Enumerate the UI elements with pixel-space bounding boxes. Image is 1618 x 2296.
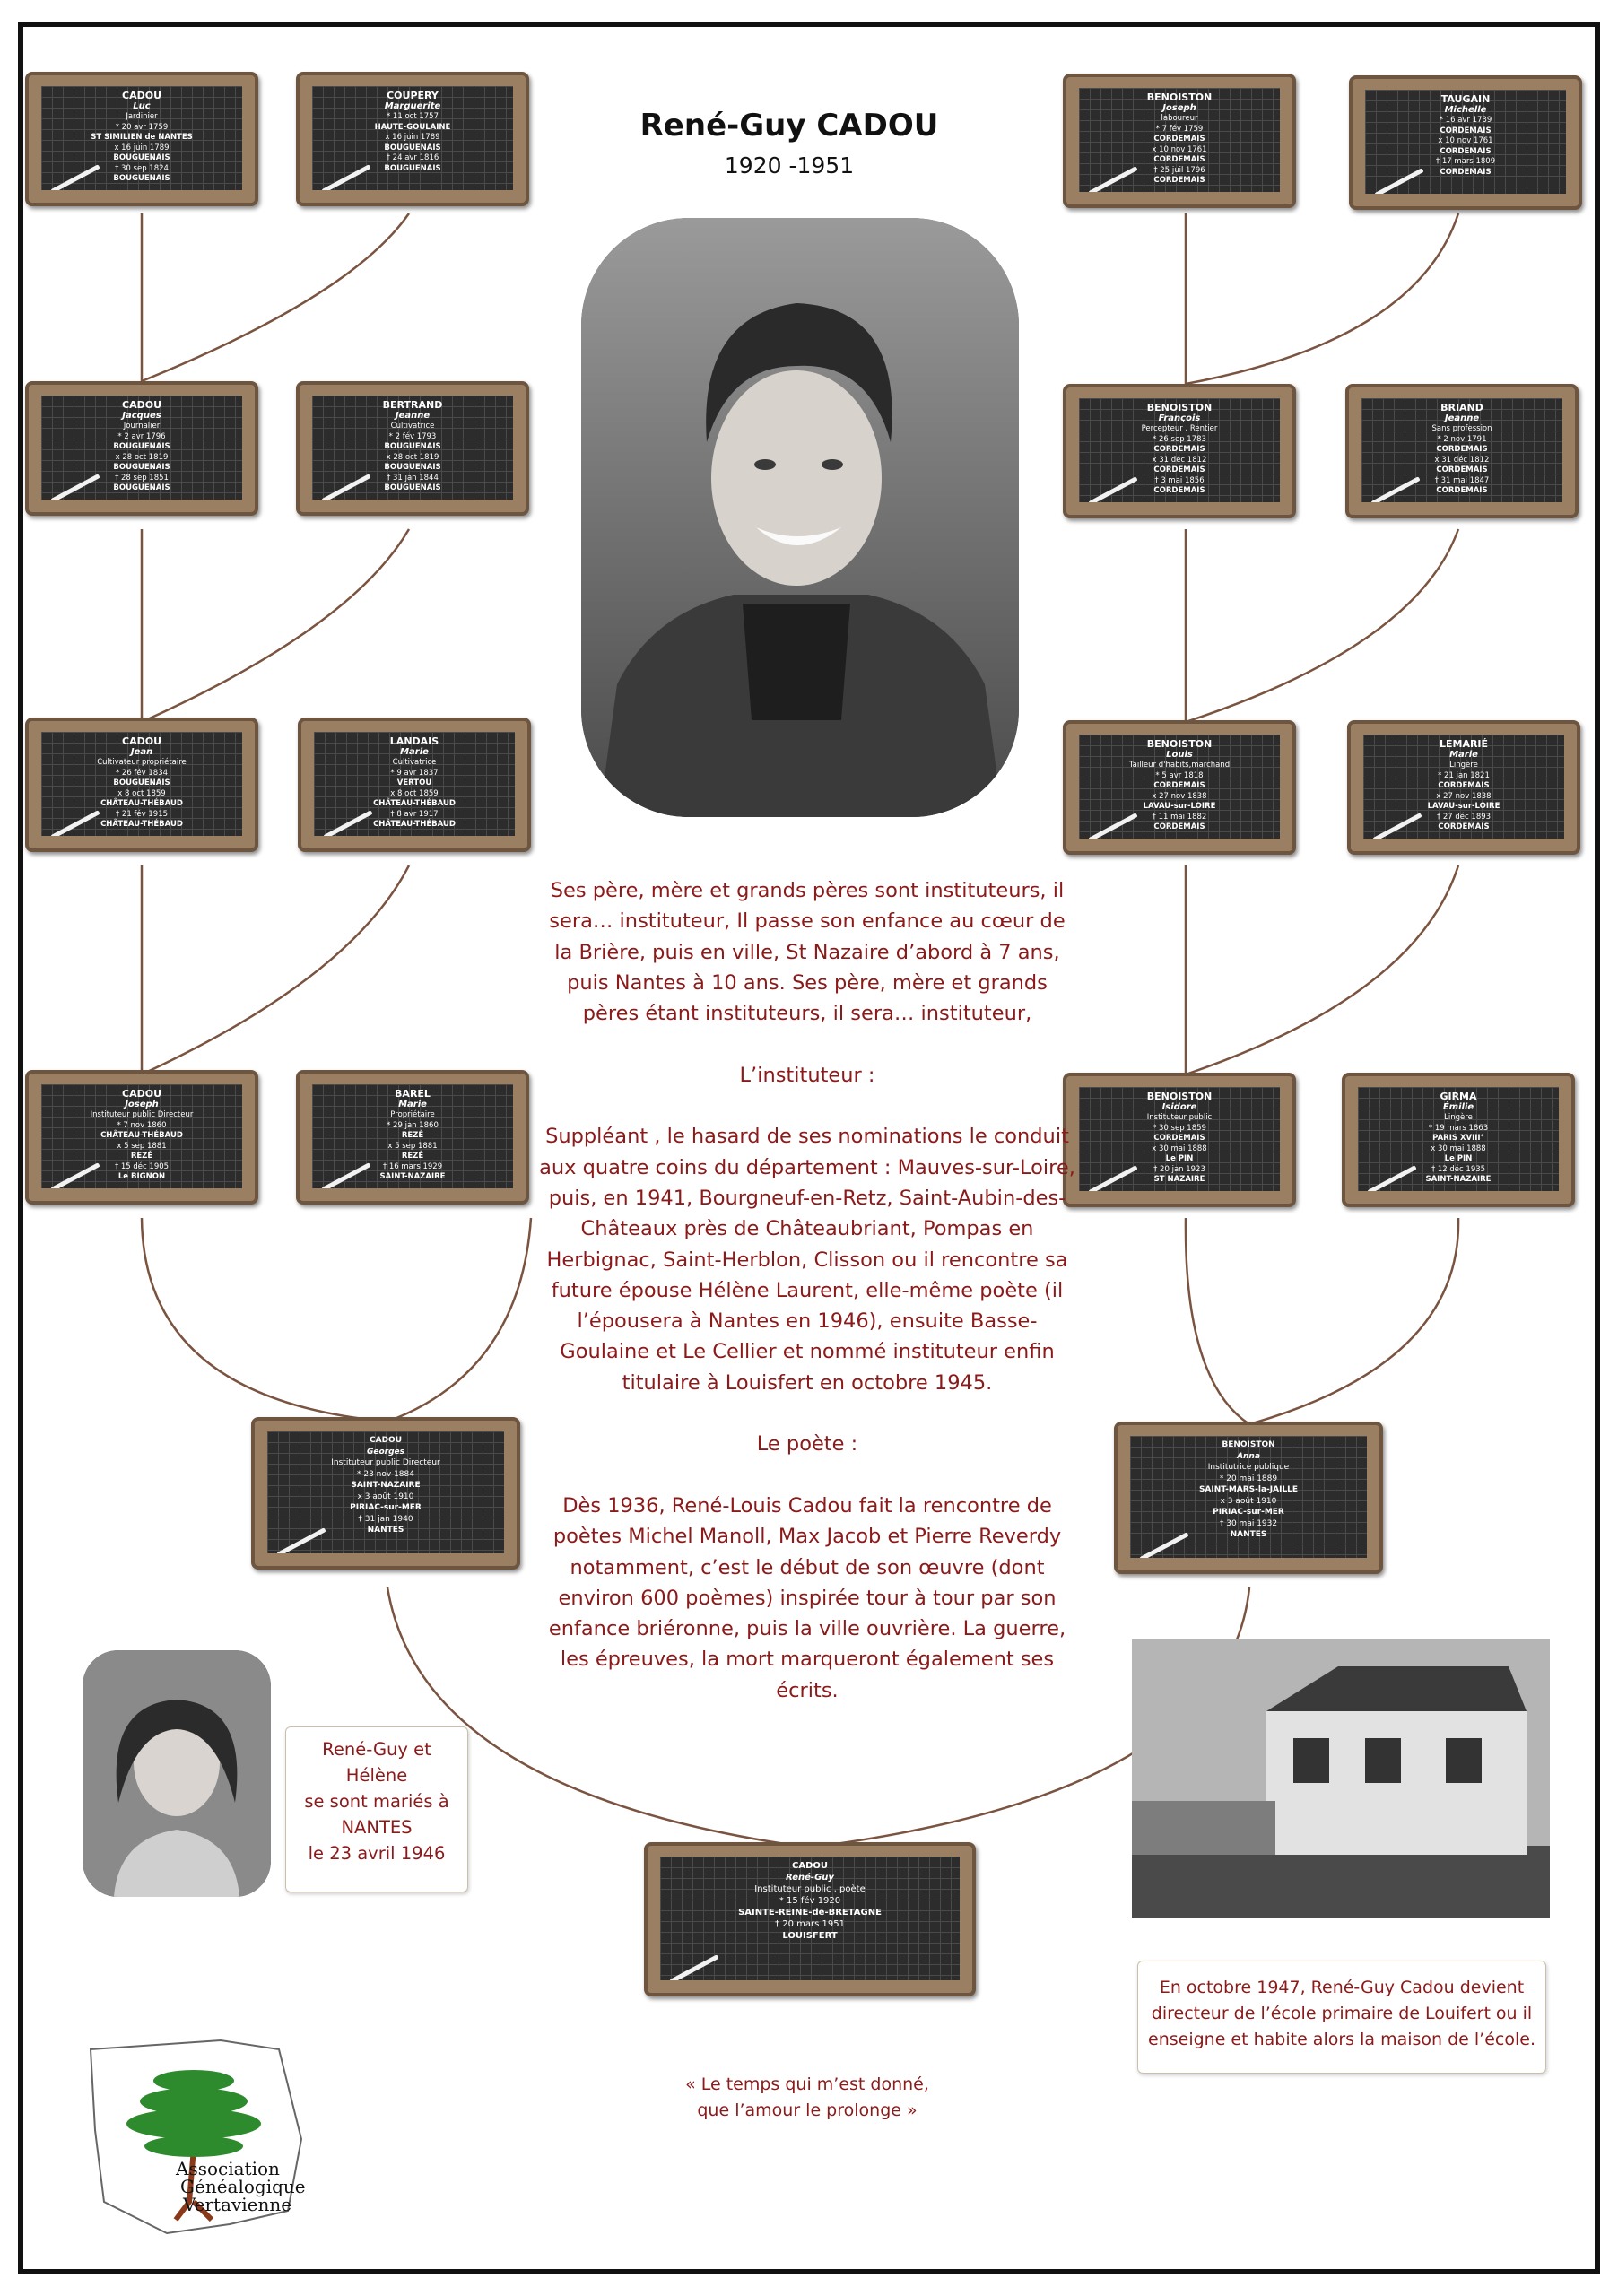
death-date: † 27 déc 1893 [1436,812,1492,822]
birth-place: HAUTE-GOULAINE [374,122,451,132]
surname: CADOU [792,1861,828,1871]
occupation: Cultivateur propriétaire [97,758,187,767]
death-place: CHÂTEAU-THÉBAUD [373,820,456,829]
death-date: † 16 mars 1929 [382,1161,443,1171]
birth-place: CORDEMAIS [1438,781,1490,790]
board-joseph-cadou [25,1070,258,1205]
death-place: CORDEMAIS [1153,822,1205,831]
birth-date: * 30 sep 1859 [1153,1123,1206,1133]
logo-word: Association [176,2158,280,2179]
surname: LANDAIS [389,735,439,747]
occupation: Instituteur public Directeur [331,1458,440,1467]
birth-place: REZÉ [401,1131,424,1140]
birth-date: * 2 fév 1793 [388,431,437,441]
board-emilie-girma [1342,1073,1575,1207]
link-josephb-michelle [1186,213,1458,384]
wedding-line: le 23 avril 1946 [308,1843,446,1864]
first-name: Jacques [122,411,161,421]
birth-place: CORDEMAIS [1153,781,1205,790]
marriage-date: x 3 août 1910 [357,1492,414,1501]
link-jacques-jeanne [142,529,409,722]
logo-word: Généalogique [180,2176,306,2197]
birth-place: CORDEMAIS [1440,126,1492,135]
marriage-place: LAVAU-sur-LOIRE [1427,802,1501,811]
first-name: Joseph [125,1100,159,1109]
logo-word: Vertavienne [183,2194,292,2215]
occupation: Journalier [123,422,161,430]
first-name: Jeanne [395,411,431,421]
occupation: Instituteur public , poète [754,1884,866,1894]
marriage-date: x 8 oct 1859 [390,788,439,798]
wedding-line: René-Guy et [322,1739,431,1760]
first-name: François [1158,413,1201,423]
school-house-photo [1132,1639,1550,1918]
marriage-place: CORDEMAIS [1440,146,1492,156]
death-date: † 31 jan 1844 [387,473,439,483]
death-place: NANTES [1230,1530,1267,1539]
death-date: † 3 mai 1856 [1154,475,1205,485]
marriage-place: CHÂTEAU-THÉBAUD [100,799,183,808]
occupation: Instituteur public [1146,1113,1213,1122]
death-date: † 30 sep 1824 [115,163,169,173]
marriage-date: x 30 mai 1888 [1431,1144,1486,1153]
death-place: NANTES [367,1526,404,1535]
death-place: SAINT-NAZAIRE [1425,1175,1492,1184]
first-name: Jean [130,747,153,757]
surname: TAUGAIN [1440,93,1491,105]
link-joseph-marie [142,1218,531,1422]
death-date: † 17 mars 1809 [1435,157,1496,166]
surname: BENOISTON [1146,1091,1213,1102]
marriage-date: x 16 juin 1789 [114,143,170,152]
birth-date: * 26 sep 1783 [1153,434,1206,444]
birth-date: * 7 fév 1759 [1155,124,1204,134]
surname: BENOISTON [1146,91,1213,103]
wife-photo [83,1650,271,1897]
board-jean-cadou [25,718,258,852]
first-name: Marguerite [384,101,441,111]
board-marie-barel [296,1070,529,1205]
occupation: Jardinier [126,112,158,121]
death-date: † 11 mai 1882 [1152,812,1207,822]
board-georges-cadou [251,1417,520,1570]
board-luc-cadou [25,72,258,206]
board-jeanne-bertrand [296,381,529,516]
birth-place: BOUGUENAIS [113,778,170,787]
surname: BERTRAND [382,399,443,411]
surname: CADOU [122,90,161,101]
birth-place: CORDEMAIS [1153,135,1205,144]
link-luc-marguerite [142,213,409,381]
marriage-place: CORDEMAIS [1153,465,1205,474]
birth-date: * 11 oct 1757 [386,112,439,121]
surname: BAREL [395,1088,431,1100]
birth-place: CORDEMAIS [1153,445,1205,454]
death-place: CHÂTEAU-THÉBAUD [100,820,183,829]
marriage-place: Le PIN [1444,1154,1473,1163]
first-name: Michelle [1444,105,1487,115]
life-years: 1920 -1951 [724,152,855,178]
board-marguerite-coupery [296,72,529,206]
first-name: Georges [366,1447,405,1457]
birth-date: * 23 nov 1884 [357,1469,414,1479]
board-marie-lemarie [1347,720,1580,855]
first-name: Louis [1166,750,1193,760]
death-place: BOUGUENAIS [384,163,441,173]
board-isidore-benoiston [1063,1073,1296,1207]
marriage-place: BOUGUENAIS [384,143,441,152]
birth-date: * 16 avr 1739 [1439,116,1492,125]
death-place: LOUISFERT [782,1931,838,1941]
occupation: Cultivatrice [392,758,437,767]
death-place: CORDEMAIS [1436,486,1488,495]
bio-heading-teacher: L’instituteur : [739,1063,875,1087]
marriage-place: REZÉ [130,1152,153,1161]
birth-date: * 29 jan 1860 [387,1120,439,1130]
death-date: † 25 juil 1796 [1153,165,1205,175]
death-place: BOUGUENAIS [113,483,170,492]
board-francois-benoiston [1063,384,1296,518]
marriage-date: x 27 nov 1838 [1152,791,1207,801]
surname: BENOISTON [1222,1440,1275,1449]
first-name: Marie [400,747,429,757]
poem-quote [646,2072,969,2124]
birth-place: SAINTE-REINE-de-BRETAGNE [738,1908,882,1918]
birth-place: BOUGUENAIS [113,442,170,451]
association-logo [86,2031,310,2238]
death-place: CORDEMAIS [1440,167,1492,177]
birth-place: CHÂTEAU-THÉBAUD [100,1131,183,1140]
marriage-date: x 10 nov 1761 [1438,136,1493,145]
surname: CADOU [370,1436,402,1445]
school-note: En octobre 1947, René-Guy Cadou devient directeur de l’école primaire de Louifert ou il enseigne et habite alors la maison de l’école. [1137,1961,1546,2074]
birth-date: * 20 avr 1759 [115,122,169,132]
marriage-date: x 3 août 1910 [1220,1496,1277,1506]
birth-place: CORDEMAIS [1436,445,1488,454]
marriage-place: PIRIAC-sur-MER [1213,1508,1284,1517]
surname: BENOISTON [1146,738,1213,750]
death-date: † 12 déc 1935 [1431,1164,1486,1174]
quote-line: « Le temps qui m’est donné, [685,2074,929,2094]
wedding-note [285,1726,468,1892]
marriage-place: BOUGUENAIS [384,463,441,472]
death-date: † 20 mars 1951 [775,1919,845,1929]
birth-date: * 26 fév 1834 [115,768,169,778]
marriage-place: CORDEMAIS [1153,155,1205,164]
death-place: CORDEMAIS [1438,822,1490,831]
quote-line: que l’amour le prolonge » [697,2100,918,2120]
birth-place: SAINT-NAZAIRE [351,1481,421,1490]
surname: GIRMA [1440,1091,1477,1102]
surname: CADOU [122,735,161,747]
birth-place: BOUGUENAIS [384,442,441,451]
surname: BENOISTON [1146,402,1213,413]
occupation: laboureur [1161,114,1198,123]
death-place: SAINT-NAZAIRE [379,1172,446,1181]
occupation: Lingère [1444,1113,1473,1122]
link-louis-marie [1186,865,1458,1074]
marriage-place: BOUGUENAIS [113,463,170,472]
surname: BRIAND [1440,402,1483,413]
bio-poet: Dès 1936, René-Louis Cadou fait la rencontre de poètes Michel Manoll, Max Jacob et Pierre Reverdy notamment, c’est le début de son œuvre (dont environ 600 poèmes) inspirée tour à tour par son enfance briéronne, puis la ville ouvrière. La guerre, les épreuves, la mort marqueront également ses écrits. [548,1493,1066,1702]
birth-place: ST SIMILIEN de NANTES [91,133,193,142]
death-date: † 8 avr 1917 [390,809,439,819]
link-jean-marie [142,865,409,1074]
birth-date: * 7 nov 1860 [117,1120,167,1130]
birth-date: * 21 jan 1821 [1438,770,1490,780]
occupation: Lingère [1449,761,1478,770]
death-date: † 31 jan 1940 [358,1514,413,1524]
marriage-date: x 31 déc 1812 [1434,455,1490,465]
marriage-place: CHÂTEAU-THÉBAUD [373,799,456,808]
bio-heading-poet: Le poète : [756,1432,858,1457]
occupation: Percepteur , Rentier [1141,424,1218,433]
death-date: † 15 déc 1905 [114,1161,170,1171]
board-michelle-taugain [1349,75,1582,210]
occupation: Cultivatrice [390,422,435,430]
surname: COUPERY [387,90,439,101]
marriage-date: x 28 oct 1819 [115,452,169,462]
marriage-date: x 5 sep 1881 [387,1141,438,1151]
birth-place: PARIS XVIII° [1432,1134,1484,1143]
death-place: BOUGUENAIS [113,174,170,183]
death-place: CORDEMAIS [1153,486,1205,495]
first-name: Anna [1237,1451,1260,1461]
birth-date: * 20 mai 1889 [1219,1474,1278,1483]
occupation: Instituteur public Directeur [90,1110,194,1119]
death-place: ST NAZAIRE [1153,1175,1205,1184]
death-date: † 31 mai 1847 [1434,475,1490,485]
chalk [669,1954,718,1980]
marriage-place: LAVAU-sur-LOIRE [1143,802,1216,811]
birth-place: SAINT-MARS-la-JAILLE [1198,1485,1299,1494]
death-place: BOUGUENAIS [384,483,441,492]
death-place: Le BIGNON [117,1172,166,1181]
occupation: Propriétaire [390,1110,435,1119]
board-rene-guy-cadou [644,1842,976,1996]
marriage-place: BOUGUENAIS [113,153,170,162]
surname: CADOU [122,1088,161,1100]
link-francois-jeanne [1186,529,1458,722]
surname: LEMARIÉ [1439,738,1489,750]
death-date: † 28 sep 1851 [115,473,169,483]
portrait-photo [581,218,1019,817]
board-louis-benoiston [1063,720,1296,855]
marriage-place: Le PIN [1165,1154,1194,1163]
bio-teacher: Suppléant , le hasard de ses nominations le conduit aux quatre coins du département : Mauves-sur-Loire, puis, en 1941, Bourgneuf-en-Retz, Saint-Aubin-des-Châteaux près de Châteaubriant, Pompas en Herbignac, Saint-Herblon, Clisson ou il rencontre sa future épouse Hélène Laurent, elle-même poète (il l’épousera à Nantes en 1946), ensuite Basse-Goulaine et Le Cellier et nommé instituteur enfin titulaire à Louisfert en octobre 1945. [539,1125,1075,1395]
marriage-date: x 27 nov 1838 [1436,791,1492,801]
board-marie-landais [298,718,531,852]
marriage-date: x 31 déc 1812 [1152,455,1207,465]
death-date: † 24 avr 1816 [386,153,439,162]
board-jeanne-briand [1345,384,1579,518]
birth-date: * 15 fév 1920 [779,1896,841,1906]
board-jacques-cadou [25,381,258,516]
wedding-line: NANTES [341,1817,413,1838]
first-name: Marie [1449,750,1478,760]
death-date: † 30 mai 1932 [1219,1518,1278,1528]
marriage-place: REZÉ [401,1152,424,1161]
death-date: † 20 jan 1923 [1153,1164,1205,1174]
first-name: Émilie [1442,1102,1474,1112]
wedding-line: Hélène [345,1765,408,1786]
link-isidore-emilie [1186,1218,1458,1424]
birth-date: * 2 nov 1791 [1437,434,1487,444]
death-place: CORDEMAIS [1153,176,1205,185]
marriage-place: PIRIAC-sur-MER [350,1503,422,1512]
occupation: Tailleur d'habits,marchand [1128,761,1231,770]
birth-date: * 9 avr 1837 [390,768,439,778]
occupation: Sans profession [1431,424,1492,433]
marriage-date: x 16 juin 1789 [385,133,440,142]
first-name: Jeanne [1444,413,1480,423]
marriage-date: x 28 oct 1819 [386,452,439,462]
first-name: Isidore [1161,1102,1197,1112]
biography-text [538,875,1076,1706]
birth-place: CORDEMAIS [1153,1134,1205,1143]
marriage-date: x 10 nov 1761 [1152,144,1207,154]
surname: CADOU [122,399,161,411]
first-name: Luc [133,101,151,111]
death-date: † 21 fév 1915 [115,809,169,819]
marriage-place: CORDEMAIS [1436,465,1488,474]
birth-date: * 19 mars 1863 [1428,1123,1489,1133]
birth-place: VERTOU [396,778,432,787]
marriage-date: x 5 sep 1881 [117,1141,167,1151]
board-joseph-benoiston [1063,74,1296,208]
marriage-date: x 30 mai 1888 [1152,1144,1207,1153]
birth-date: * 5 avr 1818 [1155,770,1204,780]
first-name: Marie [398,1100,427,1109]
bio-intro: Ses père, mère et grands pères sont instituteurs, il sera… instituteur, Il passe son enfance au cœur de la Brière, puis en ville, St Nazaire d’abord à 7 ans, puis Nantes à 10 ans. Ses père, mère et grands pères étant instituteurs, il sera… instituteur, [549,879,1066,1026]
occupation: Institutrice publique [1207,1463,1290,1472]
birth-date: * 2 avr 1796 [117,431,166,441]
board-anna-benoiston [1114,1422,1383,1574]
first-name: Joseph [1162,103,1196,113]
marriage-date: x 8 oct 1859 [117,788,166,798]
page-title: René-Guy CADOU [639,108,939,144]
wedding-line: se sont mariés à [304,1791,449,1812]
first-name: René-Guy [786,1873,834,1883]
